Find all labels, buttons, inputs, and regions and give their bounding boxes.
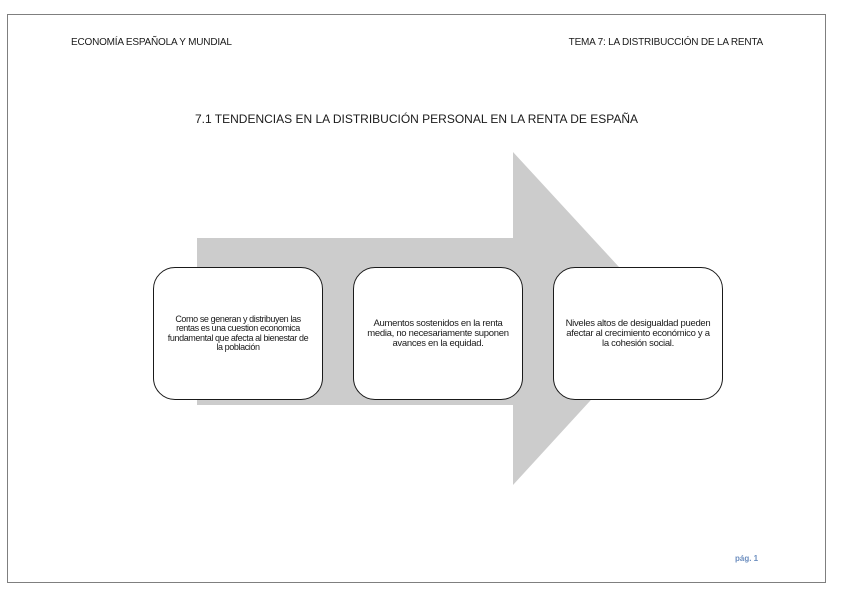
header-course-title: ECONOMÍA ESPAÑOLA Y MUNDIAL — [71, 37, 232, 48]
document-page — [7, 14, 826, 583]
section-title: 7.1 TENDENCIAS EN LA DISTRIBUCIÓN PERSONAL EN LA RENTA DE ESPAÑA — [194, 112, 638, 126]
process-step-text-1: Como se generan y distribuyen las rentas es una cuestion economica fundamental que afecta al bienestar de la población — [167, 313, 309, 352]
process-step-box-2 — [353, 267, 523, 400]
process-step-text-2: Aumentos sostenidos en la renta media, no necesariamente suponen avances en la equidad. — [367, 317, 509, 349]
process-step-box-3 — [553, 267, 723, 400]
process-step-text-3: Niveles altos de desigualdad pueden afectar al crecimiento económico y a la cohesión social. — [565, 317, 711, 349]
page-number: pág. 1 — [735, 554, 759, 563]
process-step-box-1 — [153, 267, 323, 400]
header-topic-title: TEMA 7: LA DISTRIBUCCIÓN DE LA RENTA — [568, 37, 763, 48]
